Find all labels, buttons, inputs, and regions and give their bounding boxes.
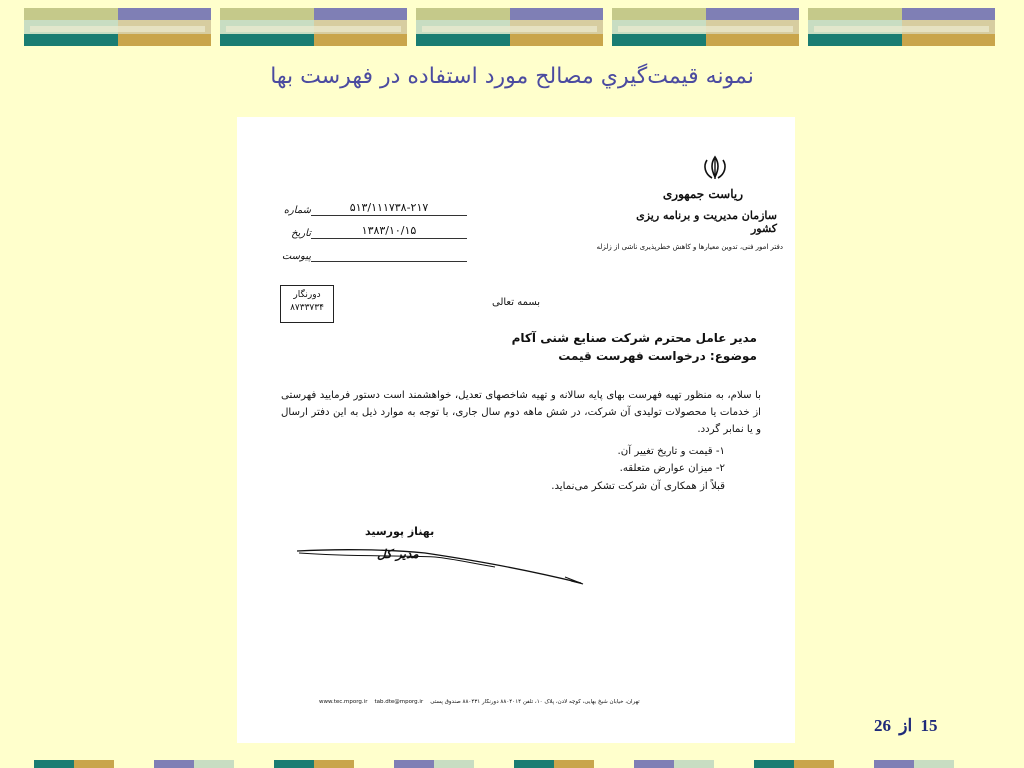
slide-title: نمونه قیمت‌گیري مصالح مورد استفاده در فهرست بها (270, 64, 754, 89)
meta-number-row (277, 193, 467, 216)
stamp-number: ۸۷۳۳۷۳۴ (290, 303, 324, 313)
scanned-letter (237, 117, 795, 743)
footer-website: www.tec.mporg.ir (319, 699, 368, 705)
meta-attachment-row (277, 239, 467, 262)
letter-recipient: مدیر عامل محترم شرکت صنایع شنی آکام (511, 331, 757, 345)
decor-tile (416, 8, 603, 46)
letter-date: ۱۳۸۳/۱۰/۱۵ (311, 224, 467, 239)
iran-emblem-icon (701, 155, 729, 181)
letter-attachment (311, 260, 467, 262)
letter-attachment-label: پیوست (281, 251, 311, 262)
letter-closing: قبلاً از همکاری آن شرکت تشکر می‌نماید. (551, 481, 725, 492)
letter-header-org (596, 187, 783, 251)
basmala: بسمه تعالی (492, 297, 541, 308)
org-line-office: دفتر امور فنی، تدوین معیارها و کاهش خطرپذیری ناشی از زلزله (596, 243, 783, 251)
page-separator: از (899, 716, 913, 735)
page-current: 15 (920, 716, 938, 735)
letter-item: ۱- قیمت و تاریخ تغییر آن. (617, 446, 725, 457)
letter-number-label: شماره (283, 205, 311, 216)
bottom-decorative-band (34, 760, 994, 768)
stamp-label: دورنگار (293, 290, 321, 300)
letter-footer (319, 699, 749, 705)
letter-body: با سلام، به منظور تهیه فهرست بهای پایه سالانه و تهیه شاخصهای تعدیل، خواهشمند است دستور فرمایید فهرستی از خدمات یا محصولات تولیدی آن شرکت، در شش ماهه دوم سال جاری، با توجه به موارد ذیل به این دفتر ارسال و یا نمابر گردد. (281, 390, 761, 435)
decor-tile (220, 8, 407, 46)
page-total: 26 (874, 716, 891, 735)
top-decorative-band (24, 8, 1000, 46)
letter-subject: موضوع: درخواست فهرست قیمت (558, 349, 757, 363)
letter-date-label: تاریخ (291, 228, 311, 239)
org-line-presidency: ریاست جمهوری (662, 187, 743, 201)
handwritten-signature (295, 537, 595, 587)
footer-address: تهران، خیابان شیخ بهایی، کوچه لادن، پلاک ۱۰، تلفن ۸۸۰۴۰۱۴ دورنگار ۸۸۰۴۳۱ صندوق پستی (430, 699, 640, 705)
letter-meta (277, 193, 467, 262)
org-line-organization: سازمان مدیریت و برنامه ریزی کشور (636, 209, 777, 235)
letter-item: ۲- میزان عوارض متعلقه. (619, 463, 725, 474)
footer-email: tab.dte@mporg.ir (374, 699, 424, 705)
signer-title: مدیر کل (377, 547, 419, 561)
decor-tile (808, 8, 995, 46)
decor-tile (612, 8, 799, 46)
decor-tile (24, 8, 211, 46)
page-number (872, 716, 939, 736)
signer-name: بهناز پورسید (365, 525, 435, 538)
fax-stamp (280, 285, 334, 323)
meta-date-row (277, 216, 467, 239)
letter-number: ۵۱۳/۱۱۱۷۳۸-۲۱۷ (311, 201, 467, 216)
